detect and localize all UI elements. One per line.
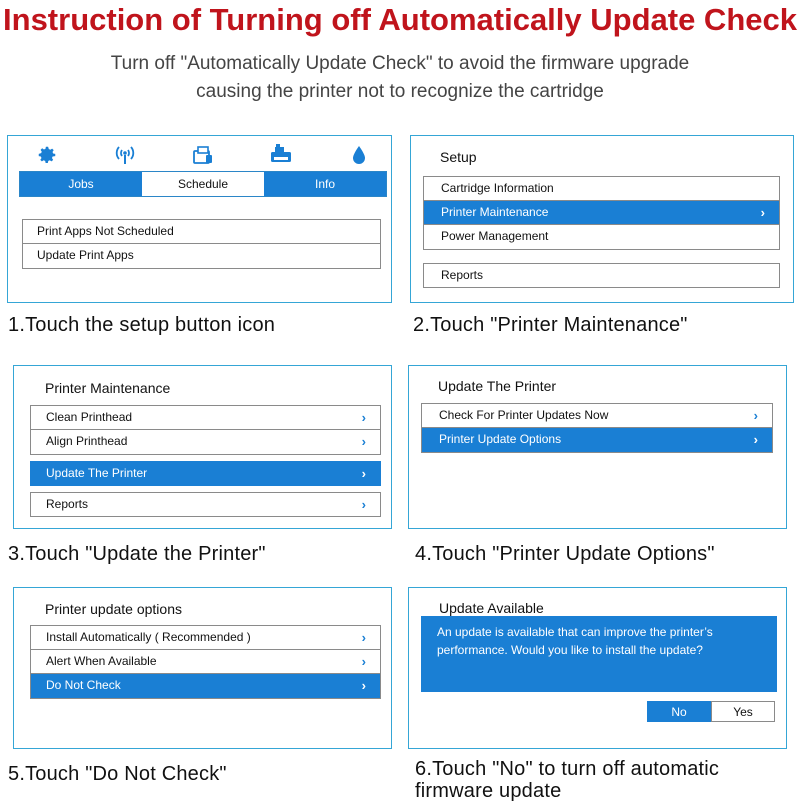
printer-status-icon[interactable] (267, 142, 295, 168)
item-label: Do Not Check (46, 678, 121, 692)
update-printer-list (30, 461, 381, 486)
tab-bar (19, 171, 387, 197)
no-button[interactable]: No (647, 701, 711, 722)
item-label: Check For Printer Updates Now (439, 408, 609, 422)
menu-item-clean-printhead[interactable] (31, 406, 380, 430)
item-label: Update The Printer (46, 466, 148, 480)
chevron-right-icon: › (361, 654, 366, 669)
subtitle-line-1: Turn off "Automatically Update Check" to avoid the firmware upgrade (110, 53, 690, 74)
message-line-2: performance. Would you like to install the update? (437, 643, 703, 657)
panel-header: Update The Printer (438, 378, 557, 394)
tab-jobs[interactable]: Jobs (20, 172, 142, 196)
caption-step-1: 1.Touch the setup button icon (8, 314, 276, 336)
option-install-automatically[interactable] (31, 626, 380, 650)
item-label: Clean Printhead (46, 410, 133, 424)
chevron-right-icon: › (361, 466, 366, 481)
menu-item-printer-update-options[interactable] (422, 428, 772, 452)
setup-menu-list (423, 176, 780, 250)
panel-header: Printer update options (45, 601, 182, 617)
list-item-print-apps-not-scheduled[interactable] (23, 220, 380, 244)
setup-gear-icon[interactable] (33, 142, 61, 168)
menu-item-check-for-printer-updates-now[interactable] (422, 404, 772, 428)
update-printer-menu-list (421, 403, 773, 453)
update-options-list (30, 625, 381, 699)
reports-list (423, 263, 780, 288)
item-label: Power Management (441, 229, 549, 243)
item-label: Reports (46, 497, 89, 511)
item-label: Alert When Available (46, 654, 157, 668)
caption-step-5: 5.Touch "Do Not Check" (8, 763, 227, 785)
item-label: Install Automatically ( Recommended ) (46, 630, 251, 644)
menu-item-update-the-printer[interactable] (31, 462, 380, 486)
panel-step-1 (7, 135, 392, 303)
menu-item-reports[interactable] (31, 493, 380, 517)
option-alert-when-available[interactable] (31, 650, 380, 674)
chevron-right-icon: › (753, 408, 758, 423)
item-label: Cartridge Information (441, 181, 554, 195)
wireless-icon[interactable] (111, 142, 139, 168)
menu-item-printer-maintenance[interactable] (424, 201, 779, 225)
panel-step-2 (410, 135, 794, 303)
maintenance-menu-list (30, 405, 381, 455)
menu-item-power-management[interactable] (424, 225, 779, 249)
panel-step-3 (13, 365, 392, 529)
list-item-update-print-apps[interactable] (23, 244, 380, 268)
print-apps-list (22, 219, 381, 269)
chevron-right-icon: › (361, 434, 366, 449)
option-do-not-check[interactable] (31, 674, 380, 698)
panel-step-4 (408, 365, 787, 529)
item-label: Printer Update Options (439, 432, 562, 446)
caption-step-3: 3.Touch "Update the Printer" (8, 543, 266, 565)
menu-item-align-printhead[interactable] (31, 430, 380, 454)
chevron-right-icon: › (361, 630, 366, 645)
reports-list (30, 492, 381, 517)
panel-step-6 (408, 587, 787, 749)
chevron-right-icon: › (361, 410, 366, 425)
panel-step-5 (13, 587, 392, 749)
item-label: Print Apps Not Scheduled (37, 224, 174, 238)
item-label: Align Printhead (46, 434, 128, 448)
caption-step-4: 4.Touch "Printer Update Options" (415, 543, 715, 565)
tab-schedule[interactable]: Schedule (142, 172, 264, 196)
page-title: Instruction of Turning off Automatically Update Check (3, 2, 797, 37)
chevron-right-icon: › (361, 678, 366, 693)
subtitle-line-2: causing the printer not to recognize the cartridge (196, 81, 604, 102)
update-available-message (421, 616, 777, 692)
item-label: Reports (441, 268, 484, 282)
ink-drop-icon[interactable] (345, 142, 373, 168)
panel-header: Printer Maintenance (45, 380, 171, 396)
panel-header: Update Available (439, 600, 544, 616)
menu-item-reports[interactable] (424, 264, 779, 288)
chevron-right-icon: › (760, 205, 765, 220)
yes-button[interactable]: Yes (711, 701, 775, 722)
item-label: Printer Maintenance (441, 205, 549, 219)
panel-header: Setup (440, 149, 477, 165)
caption-step-2: 2.Touch "Printer Maintenance" (413, 314, 688, 336)
tab-info[interactable]: Info (264, 172, 386, 196)
message-line-1: An update is available that can improve the printer’s (437, 625, 713, 639)
chevron-right-icon: › (361, 497, 366, 512)
caption-step-6-line-1: 6.Touch "No" to turn off automatic (415, 758, 720, 780)
menu-item-cartridge-information[interactable] (424, 177, 779, 201)
web-services-icon[interactable] (189, 142, 217, 168)
caption-step-6-line-2: firmware update (415, 780, 562, 802)
home-icon-bar (33, 142, 373, 168)
item-label: Update Print Apps (37, 248, 134, 262)
chevron-right-icon: › (753, 432, 758, 447)
